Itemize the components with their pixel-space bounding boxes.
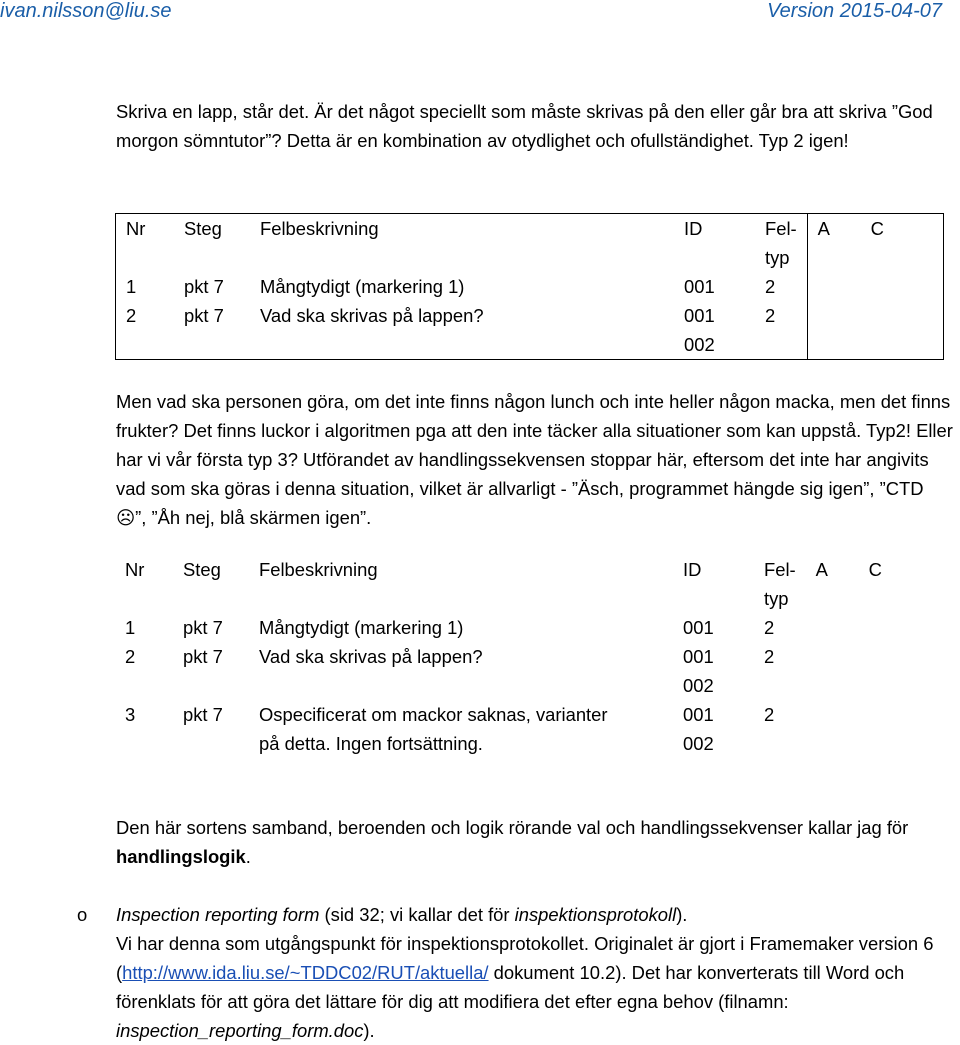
bullet-text-5: ). xyxy=(363,1020,375,1041)
bullet-text-2: ). xyxy=(676,904,688,925)
cell-c xyxy=(861,272,944,301)
col-felbeskrivning: Felbeskrivning xyxy=(260,218,379,239)
col-felbeskrivning: Felbeskrivning xyxy=(259,559,378,580)
header-version: Version 2015-04-07 xyxy=(767,0,942,22)
col-steg: Steg xyxy=(183,559,221,580)
cell-a xyxy=(806,642,859,700)
id-line-2: 002 xyxy=(683,733,714,754)
paragraph-2 xyxy=(116,387,954,532)
cell-feltyp: 2 xyxy=(764,646,775,667)
col-steg: Steg xyxy=(184,218,222,239)
col-c: C xyxy=(870,218,884,239)
cell-nr: 2 xyxy=(125,646,136,667)
ida-link[interactable]: http://www.ida.liu.se/~TDDC02/RUT/aktuella/ xyxy=(122,962,489,983)
cell-feltyp: 2 xyxy=(755,272,807,301)
feltyp-2: typ xyxy=(764,588,789,609)
bullet-text-4: dokument 10.2). Det har konverterats till Word och förenklats för att göra det lättare för dig att modifiera det efter egna behov (filnamn: xyxy=(116,962,905,1012)
error-table-2 xyxy=(115,555,944,758)
table-header-row xyxy=(116,214,944,273)
bullet-italic-3: inspection_reporting_form.doc xyxy=(116,1020,364,1041)
p3-text-2: . xyxy=(245,846,251,867)
header-email: ivan.nilsson@liu.se xyxy=(0,0,172,22)
p3-text-1: Den här sortens samband, beroenden och logik rörande val och handlingssekvenser kallar jag för xyxy=(116,817,909,838)
id-line-1: 001 xyxy=(683,646,714,667)
col-id: ID xyxy=(683,559,702,580)
bullet-text-1: (sid 32; vi kallar det för xyxy=(319,904,515,925)
col-feltyp xyxy=(754,555,806,613)
col-nr: Nr xyxy=(126,218,146,239)
id-line-1: 001 xyxy=(683,704,714,725)
col-c: C xyxy=(868,559,882,580)
cell-fel xyxy=(249,700,673,758)
fel-line-1: Ospecificerat om mackor saknas, varianter xyxy=(259,704,608,725)
p2-text-1: Men vad ska personen göra, om det inte finns någon lunch och inte heller någon macka, men det finns frukter? Det finns luckor i algoritmen pga att den inte täcker alla situationer som kan uppstå. Typ2! Eller har vi vår första typ 3? Utförandet av handlingssekvensen stoppar här, eftersom det inte har angivits vad som ska göras i denna situation, vilket är allvarligt - ”Äsch, programmet hängde sig igen”, ”CTD xyxy=(116,391,953,499)
page-header xyxy=(0,0,960,30)
p3-bold: handlingslogik xyxy=(116,846,246,867)
bullet-marker: o xyxy=(77,904,88,925)
cell-id: 001 xyxy=(684,276,715,297)
cell-fel: Mångtydigt (markering 1) xyxy=(259,617,464,638)
col-nr: Nr xyxy=(125,559,145,580)
cell-fel: Vad ska skrivas på lappen? xyxy=(259,646,483,667)
cell-id: 001 xyxy=(683,617,714,638)
cell-id xyxy=(673,700,754,758)
feltyp-1: Fel- xyxy=(764,559,796,580)
cell-fel: Vad ska skrivas på lappen? xyxy=(260,305,484,326)
cell-nr: 2 xyxy=(126,305,137,326)
paragraph-3 xyxy=(116,813,946,871)
paragraph-1: Skriva en lapp, står det. Är det något speciellt som måste skrivas på den eller går bra att skriva ”God morgon sömntutor”? Detta är en kombination av otydlighet och ofullständighet. Typ 2 igen! xyxy=(116,101,933,151)
cell-id xyxy=(674,301,755,360)
cell-a xyxy=(806,613,859,642)
cell-a xyxy=(807,272,861,301)
cell-steg: pkt 7 xyxy=(184,276,224,297)
error-table-1 xyxy=(115,213,944,360)
cell-feltyp: 2 xyxy=(755,301,807,360)
id-line-1: 001 xyxy=(684,305,715,326)
table-row xyxy=(115,613,944,642)
cell-nr: 3 xyxy=(125,704,136,725)
p2-text-2: ”, ”Åh nej, blå skärmen igen”. xyxy=(135,507,372,528)
cell-a xyxy=(806,700,859,758)
cell-steg: pkt 7 xyxy=(183,704,223,725)
cell-c xyxy=(859,613,944,642)
cell-a xyxy=(807,301,861,360)
table-row xyxy=(116,272,944,301)
bullet-item xyxy=(116,900,956,1045)
col-feltyp xyxy=(755,214,807,273)
cell-steg: pkt 7 xyxy=(183,646,223,667)
cell-nr: 1 xyxy=(126,276,137,297)
feltyp-2: typ xyxy=(765,247,790,268)
table-row xyxy=(116,301,944,360)
cell-c xyxy=(859,700,944,758)
feltyp-1: Fel- xyxy=(765,218,797,239)
bullet-italic-1: Inspection reporting form xyxy=(116,904,320,925)
bullet-italic-2: inspektionsprotokoll xyxy=(514,904,677,925)
bullet-text-3: Vi har denna som utgångspunkt för inspektionsprotokollet. Originalet är gjort i Framemaker version 6 ( xyxy=(116,933,934,983)
cell-nr: 1 xyxy=(125,617,136,638)
id-line-2: 002 xyxy=(683,675,714,696)
table-row xyxy=(115,642,944,700)
col-a: A xyxy=(815,559,828,580)
table-header-row xyxy=(115,555,944,613)
fel-line-2: på detta. Ingen fortsättning. xyxy=(259,733,483,754)
cell-feltyp: 2 xyxy=(764,617,775,638)
frown-icon: ☹ xyxy=(116,507,136,528)
cell-id xyxy=(673,642,754,700)
col-id: ID xyxy=(684,218,703,239)
cell-c xyxy=(861,301,944,360)
cell-fel: Mångtydigt (markering 1) xyxy=(260,276,465,297)
cell-steg: pkt 7 xyxy=(183,617,223,638)
cell-steg: pkt 7 xyxy=(184,305,224,326)
id-line-2: 002 xyxy=(684,334,715,355)
col-a: A xyxy=(817,218,830,239)
cell-c xyxy=(859,642,944,700)
table-row xyxy=(115,700,944,758)
cell-feltyp: 2 xyxy=(764,704,775,725)
